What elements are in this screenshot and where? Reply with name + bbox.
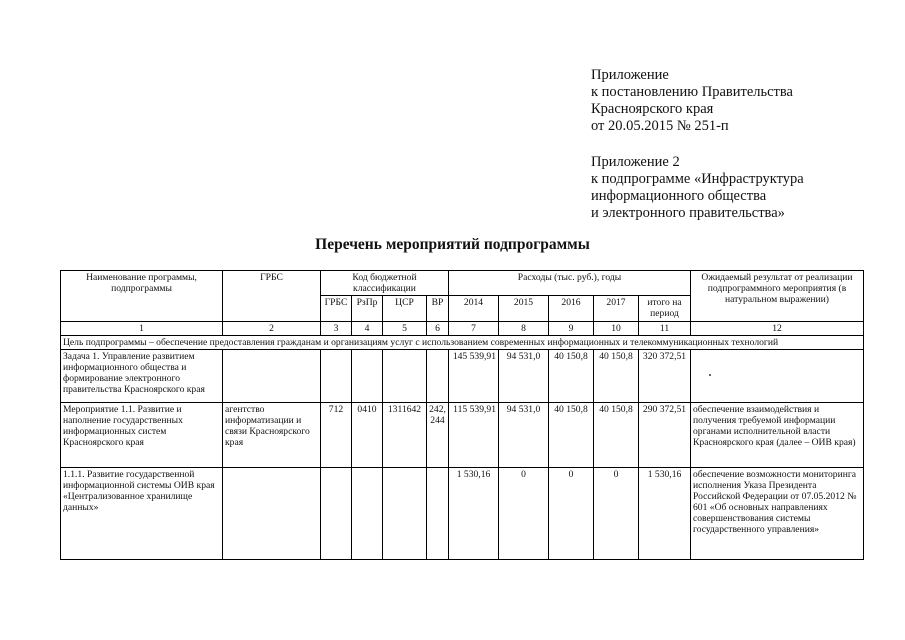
header-sub-vr: ВР <box>427 296 449 322</box>
header-name: Наименование программы, подпрограммы <box>61 271 223 322</box>
row-result: обеспечение возможности мониторинга исполнения Указа Президента Российской Федерации от 07.05.2012 № 601 «Об основных направлениях совершенствования системы государственного управления» <box>691 468 864 560</box>
column-number: 1 <box>61 322 223 336</box>
column-number: 2 <box>223 322 321 336</box>
row-csr <box>383 468 427 560</box>
document-title: Перечень мероприятий подпрограммы <box>315 236 590 253</box>
row-total: 1 530,16 <box>639 468 691 560</box>
header-line: Красноярского края <box>591 101 714 117</box>
row-result <box>691 350 864 403</box>
column-number: 3 <box>321 322 352 336</box>
header-year-2014: 2014 <box>449 296 499 322</box>
goal-row <box>61 336 864 350</box>
activities-table <box>60 270 864 560</box>
header-line: Приложение <box>591 67 669 83</box>
header-year-2017: 2017 <box>594 296 639 322</box>
header-line: и электронного правительства» <box>591 205 785 221</box>
header-sub-rzpr: РзПр <box>352 296 383 322</box>
header-line: от 20.05.2015 № 251-п <box>591 118 729 134</box>
header-block-resolution <box>591 67 793 135</box>
header-grbs: ГРБС <box>223 271 321 322</box>
row-grbs <box>321 468 352 560</box>
row-csr: 1311642 <box>383 403 427 468</box>
column-number: 6 <box>427 322 449 336</box>
header-block-subprogram <box>591 154 804 222</box>
column-number: 11 <box>639 322 691 336</box>
header-budget-code: Код бюджетной классификации <box>321 271 449 296</box>
row-rzpr: 0410 <box>352 403 383 468</box>
column-number: 5 <box>383 322 427 336</box>
row-2016: 40 150,8 <box>549 403 594 468</box>
header-year-2015: 2015 <box>499 296 549 322</box>
column-number: 12 <box>691 322 864 336</box>
column-number: 9 <box>549 322 594 336</box>
scan-speck <box>709 374 711 376</box>
column-number: 8 <box>499 322 549 336</box>
subprogram-goal: Цель подпрограммы – обеспечение предоставления гражданам и организациям услуг с использованием современных информационных и телекоммуникационных технологий <box>61 336 864 350</box>
row-2017: 0 <box>594 468 639 560</box>
column-number: 10 <box>594 322 639 336</box>
row-2014: 1 530,16 <box>449 468 499 560</box>
row-grbs-name: агентство информатизации и связи Красноярского края <box>223 403 321 468</box>
column-number: 7 <box>449 322 499 336</box>
header-line: Приложение 2 <box>591 154 680 170</box>
column-number-row <box>61 322 864 336</box>
row-grbs-name <box>223 468 321 560</box>
header-year-2016: 2016 <box>549 296 594 322</box>
row-grbs-name <box>223 350 321 403</box>
row-vr: 242, 244 <box>427 403 449 468</box>
row-name: Задача 1. Управление развитием информационного общества и формирование электронного правительства Красноярского края <box>61 350 223 403</box>
row-2014: 145 539,91 <box>449 350 499 403</box>
row-grbs: 712 <box>321 403 352 468</box>
row-2015: 94 531,0 <box>499 350 549 403</box>
row-grbs <box>321 350 352 403</box>
header-line: к подпрограмме «Инфраструктура <box>591 171 804 187</box>
header-line: к постановлению Правительства <box>591 84 793 100</box>
row-total: 290 372,51 <box>639 403 691 468</box>
row-2016: 40 150,8 <box>549 350 594 403</box>
column-number: 4 <box>352 322 383 336</box>
row-name: 1.1.1. Развитие государственной информационной системы ОИВ края «Централизованное хранилище данных» <box>61 468 223 560</box>
header-expenses: Расходы (тыс. руб.), годы <box>449 271 691 296</box>
row-2014: 115 539,91 <box>449 403 499 468</box>
row-name: Мероприятие 1.1. Развитие и наполнение государственных информационных систем Красноярского края <box>61 403 223 468</box>
row-2015: 0 <box>499 468 549 560</box>
row-2017: 40 150,8 <box>594 350 639 403</box>
row-2016: 0 <box>549 468 594 560</box>
header-sub-csr: ЦСР <box>383 296 427 322</box>
row-2017: 40 150,8 <box>594 403 639 468</box>
table-row <box>61 350 864 403</box>
header-total: итого на период <box>639 296 691 322</box>
row-result: обеспечение взаимодействия и получения требуемой информации органами исполнительной власти Красноярского края (далее – ОИВ края) <box>691 403 864 468</box>
row-csr <box>383 350 427 403</box>
table-row <box>61 468 864 560</box>
table-row <box>61 403 864 468</box>
row-2015: 94 531,0 <box>499 403 549 468</box>
row-vr <box>427 350 449 403</box>
row-rzpr <box>352 468 383 560</box>
row-rzpr <box>352 350 383 403</box>
header-result: Ожидаемый результат от реализации подпрограммного мероприятия (в натуральном выражении) <box>691 271 864 322</box>
row-vr <box>427 468 449 560</box>
header-line: информационного общества <box>591 188 767 204</box>
header-sub-grbs: ГРБС <box>321 296 352 322</box>
row-total: 320 372,51 <box>639 350 691 403</box>
